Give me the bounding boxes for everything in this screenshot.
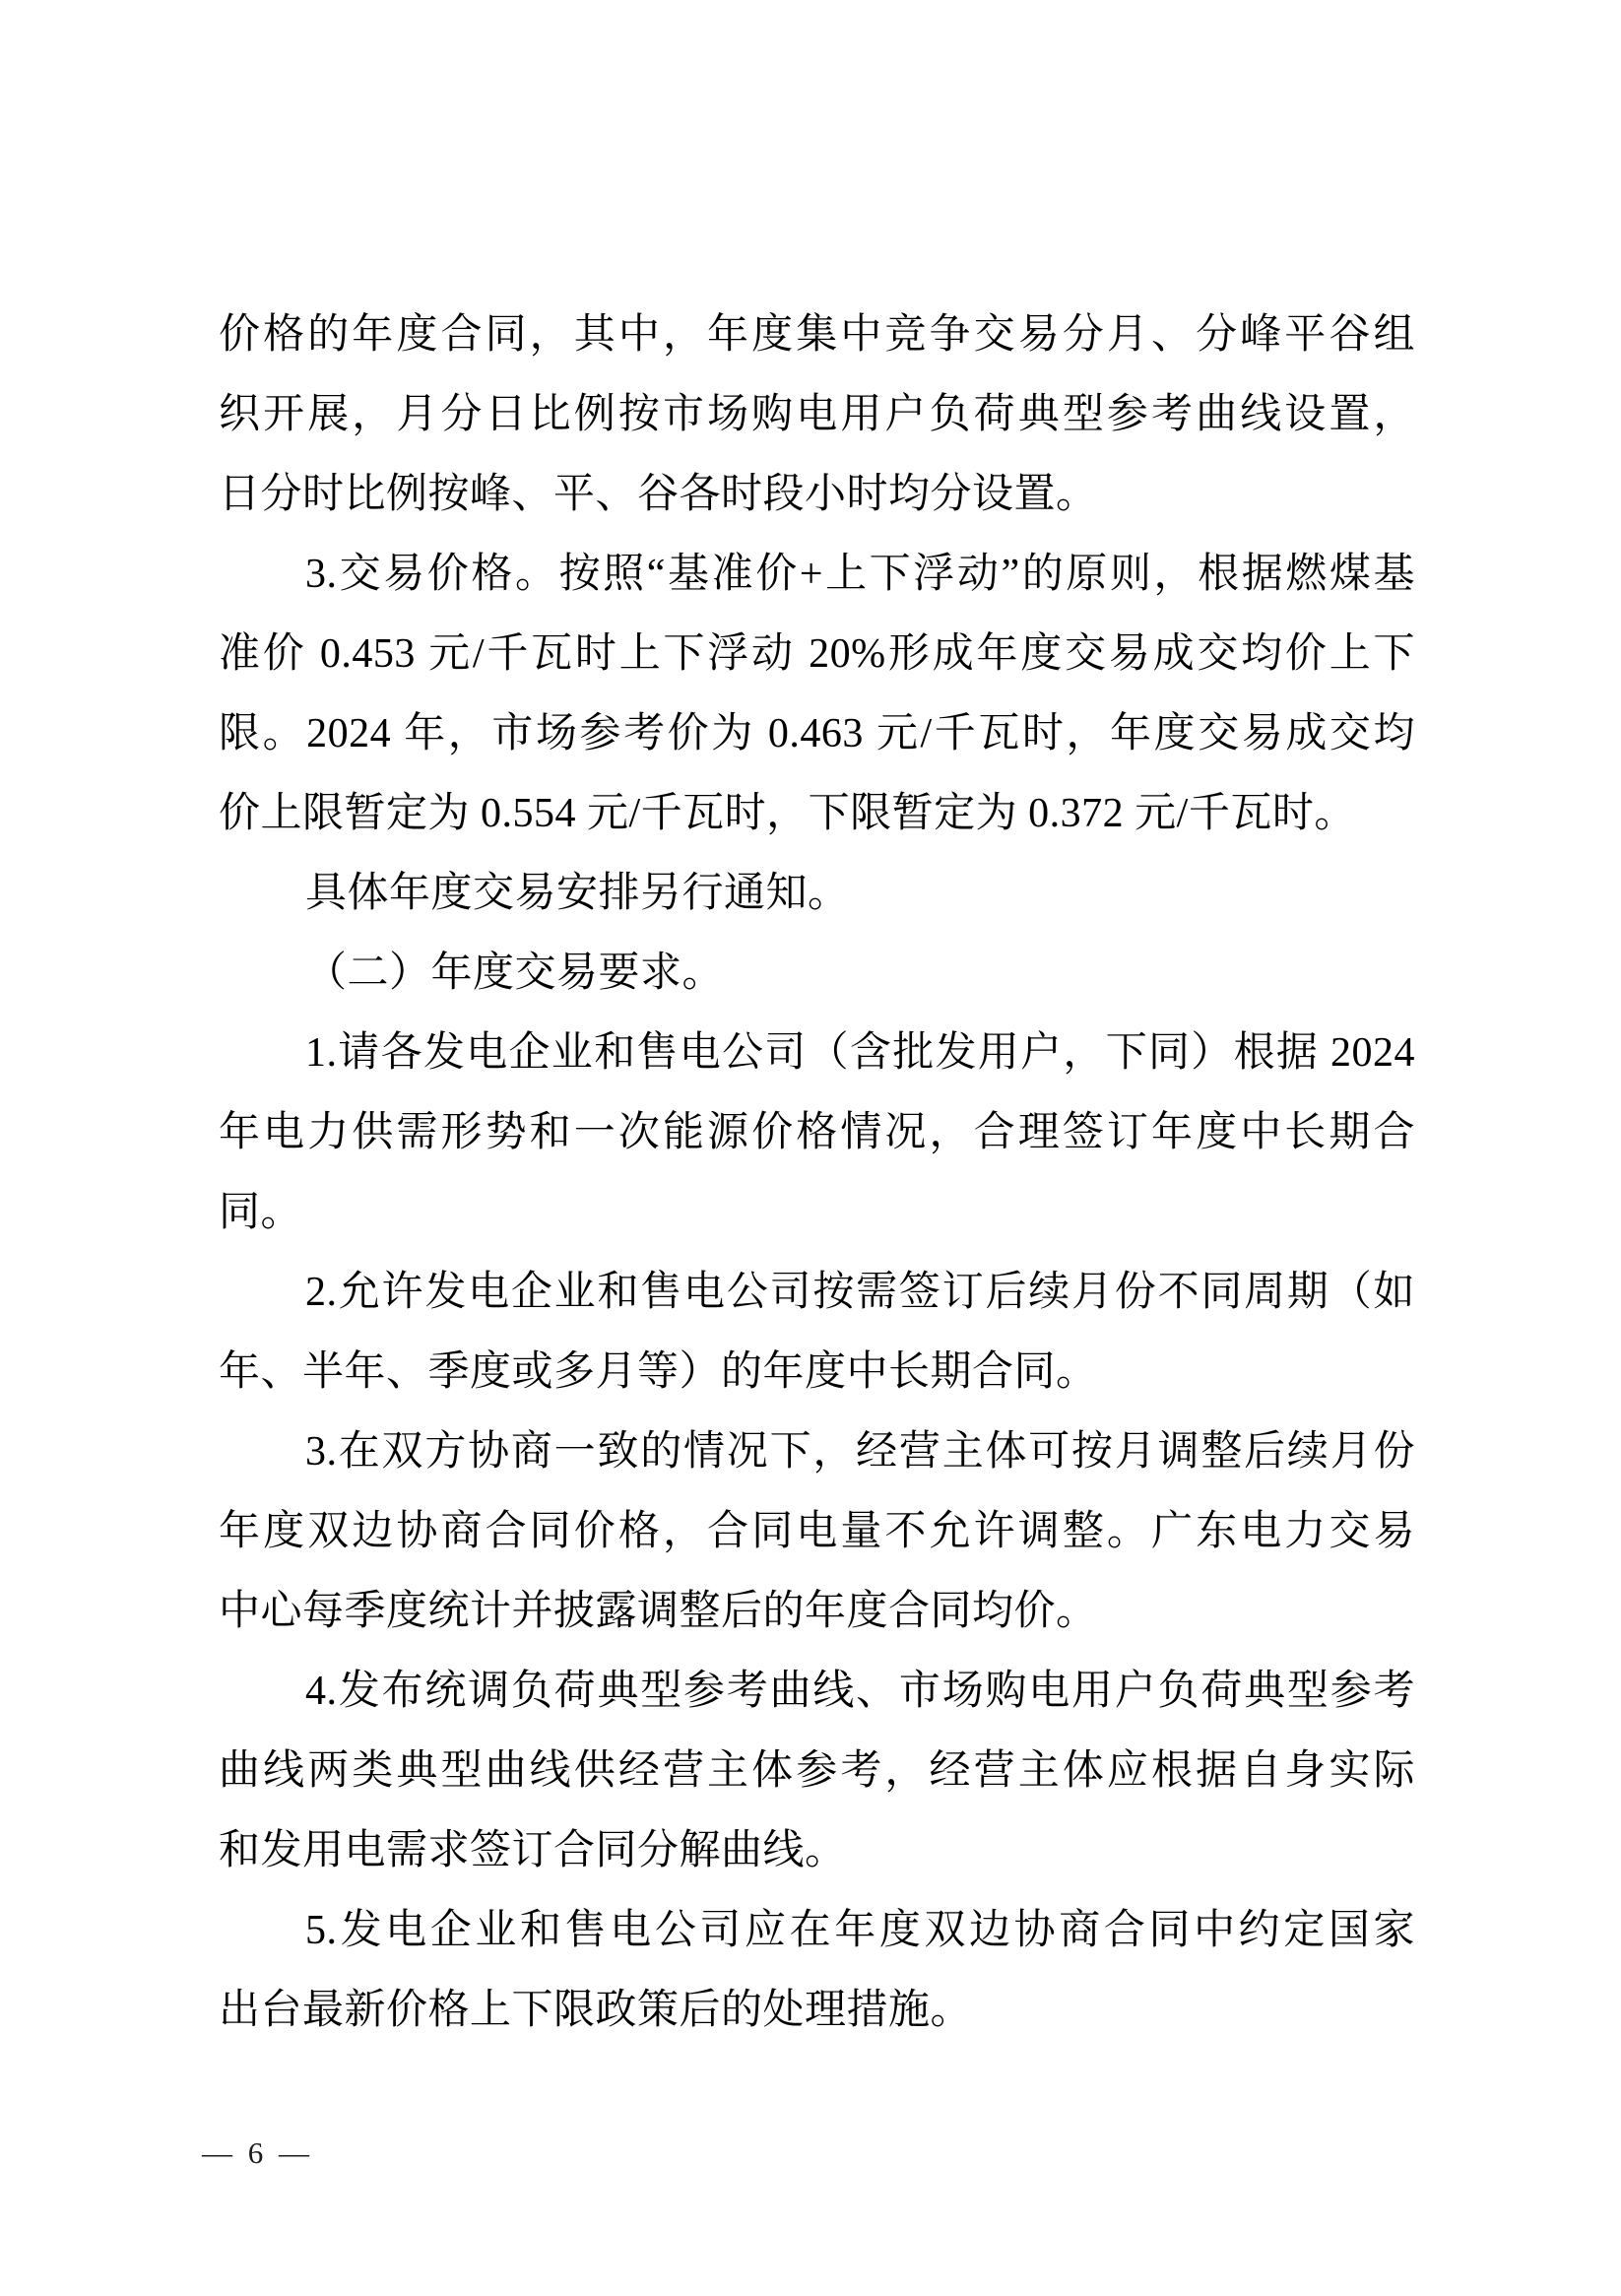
body-line-20: 和发用电需求签订合同分解曲线。 [219, 1828, 847, 1873]
body-line-3: 日分时比例按峰、平、谷各时段小时均分设置。 [219, 472, 1098, 517]
body-line-14: 年、半年、季度或多月等）的年度中长期合同。 [219, 1349, 1098, 1395]
body-line-19: 曲线两类典型曲线供经营主体参考，经营主体应根据自身实际 [219, 1748, 1415, 1794]
body-line-18: 4.发布统调负荷典型参考曲线、市场购电用户负荷典型参考 [305, 1669, 1415, 1714]
body-line-7: 价上限暂定为 0.554 元/千瓦时，下限暂定为 0.372 元/千瓦时。 [219, 791, 1356, 836]
document-body [219, 295, 1415, 2051]
body-line-10: 1.请各发电企业和售电公司（含批发用户，下同）根据 2024 [305, 1030, 1415, 1076]
body-line-21: 5.发电企业和售电公司应在年度双边协商合同中约定国家 [305, 1908, 1415, 1953]
body-line-4: 3.交易价格。按照“基准价+上下浮动”的原则，根据燃煤基 [305, 552, 1415, 597]
body-line-9: （二）年度交易要求。 [305, 951, 725, 996]
body-line-11: 年电力供需形势和一次能源价格情况，合理签订年度中长期合 [219, 1110, 1415, 1155]
body-line-17: 中心每季度统计并披露调整后的年度合同均价。 [219, 1589, 1098, 1634]
page-number: — 6 — [202, 2135, 313, 2170]
body-line-12: 同。 [219, 1190, 303, 1235]
body-line-2: 织开展，月分日比例按市场购电用户负荷典型参考曲线设置， [219, 392, 1415, 437]
body-line-5: 准价 0.453 元/千瓦时上下浮动 20%形成年度交易成交均价上下 [219, 631, 1415, 677]
body-line-13: 2.允许发电企业和售电公司按需签订后续月份不同周期（如 [305, 1270, 1415, 1315]
body-line-6: 限。2024 年，市场参考价为 0.463 元/千瓦时，年度交易成交均 [219, 711, 1415, 756]
body-line-15: 3.在双方协商一致的情况下，经营主体可按月调整后续月份 [305, 1429, 1415, 1475]
body-line-8: 具体年度交易安排另行通知。 [305, 871, 850, 916]
body-line-22: 出台最新价格上下限政策后的处理措施。 [219, 1988, 973, 2033]
body-line-16: 年度双边协商合同价格，合同电量不允许调整。广东电力交易 [219, 1509, 1415, 1554]
body-line-1: 价格的年度合同，其中，年度集中竞争交易分月、分峰平谷组 [219, 312, 1415, 358]
